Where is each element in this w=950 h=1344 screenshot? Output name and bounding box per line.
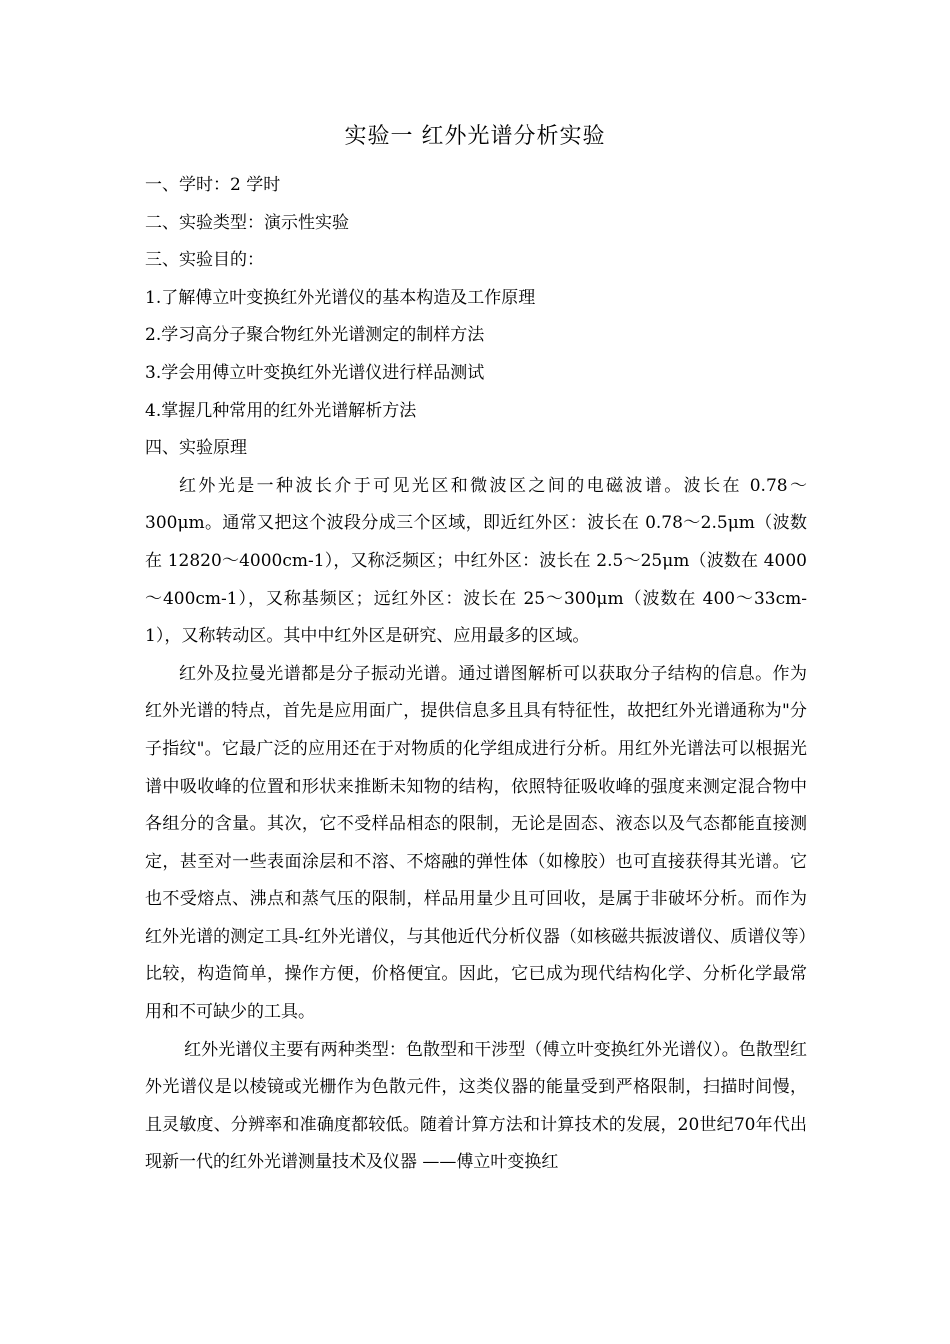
heading-objective: 三、实验目的： <box>145 250 264 271</box>
heading-principle: 四、实验原理 <box>145 438 247 459</box>
document-body <box>145 167 807 1182</box>
principle-paragraph-1: 红外光是一种波长介于可见光区和微波区之间的电磁波谱。波长在 0.78～300μm。通常又把这个波段分成三个区域，即近红外区：波长在 0.78～2.5μm（波数在 12820～4000cm-1），又称泛频区；中红外区：波长在 2.5～25μm（波数在 4000～400cm-1），又称基频区；远红外区：波长在 25～300μm（波数在 400～33cm-1），又称转动区。其中中红外区是研究、应用最多的区域。 <box>145 475 807 647</box>
objective-item-1: 1.了解傅立叶变换红外光谱仪的基本构造及工作原理 <box>145 287 536 308</box>
objective-item-4: 4.掌握几种常用的红外光谱解析方法 <box>145 400 417 421</box>
document-title: 实验一 红外光谱分析实验 <box>344 124 606 149</box>
heading-hours: 一、学时：2 学时 <box>145 175 281 195</box>
objective-item-2: 2.学习高分子聚合物红外光谱测定的制样方法 <box>145 325 485 346</box>
principle-paragraph-2: 红外及拉曼光谱都是分子振动光谱。通过谱图解析可以获取分子结构的信息。作为红外光谱的特点，首先是应用面广，提供信息多且具有特征性，故把红外光谱通称为"分子指纹"。它最广泛的应用还在于对物质的化学组成进行分析。用红外光谱法可以根据光谱中吸收峰的位置和形状来推断未知物的结构，依照特征吸收峰的强度来测定混合物中各组分的含量。其次，它不受样品相态的限制，无论是固态、液态以及气态都能直接测定，甚至对一些表面涂层和不溶、不熔融的弹性体（如橡胶）也可直接获得其光谱。它也不受熔点、沸点和蒸气压的限制，样品用量少且可回收，是属于非破坏分析。而作为红外光谱的测定工具-红外光谱仪，与其他近代分析仪器（如核磁共振波谱仪、质谱仪等）比较，构造简单，操作方便，价格便宜。因此，它已成为现代结构化学、分析化学最常用和不可缺少的工具。 <box>145 663 807 1023</box>
principle-paragraph-3: 红外光谱仪主要有两种类型：色散型和干涉型（傅立叶变换红外光谱仪）。色散型红外光谱仪是以棱镜或光栅作为色散元件，这类仪器的能量受到严格限制，扫描时间慢，且灵敏度、分辨率和准确度都较低。随着计算方法和计算技术的发展，20世纪70年代出现新一代的红外光谱测量技术及仪器 ——傅立叶变换红 <box>145 1039 807 1173</box>
objective-item-3: 3.学会用傅立叶变换红外光谱仪进行样品测试 <box>145 362 485 383</box>
heading-experiment-type: 二、实验类型：演示性实验 <box>145 212 349 233</box>
